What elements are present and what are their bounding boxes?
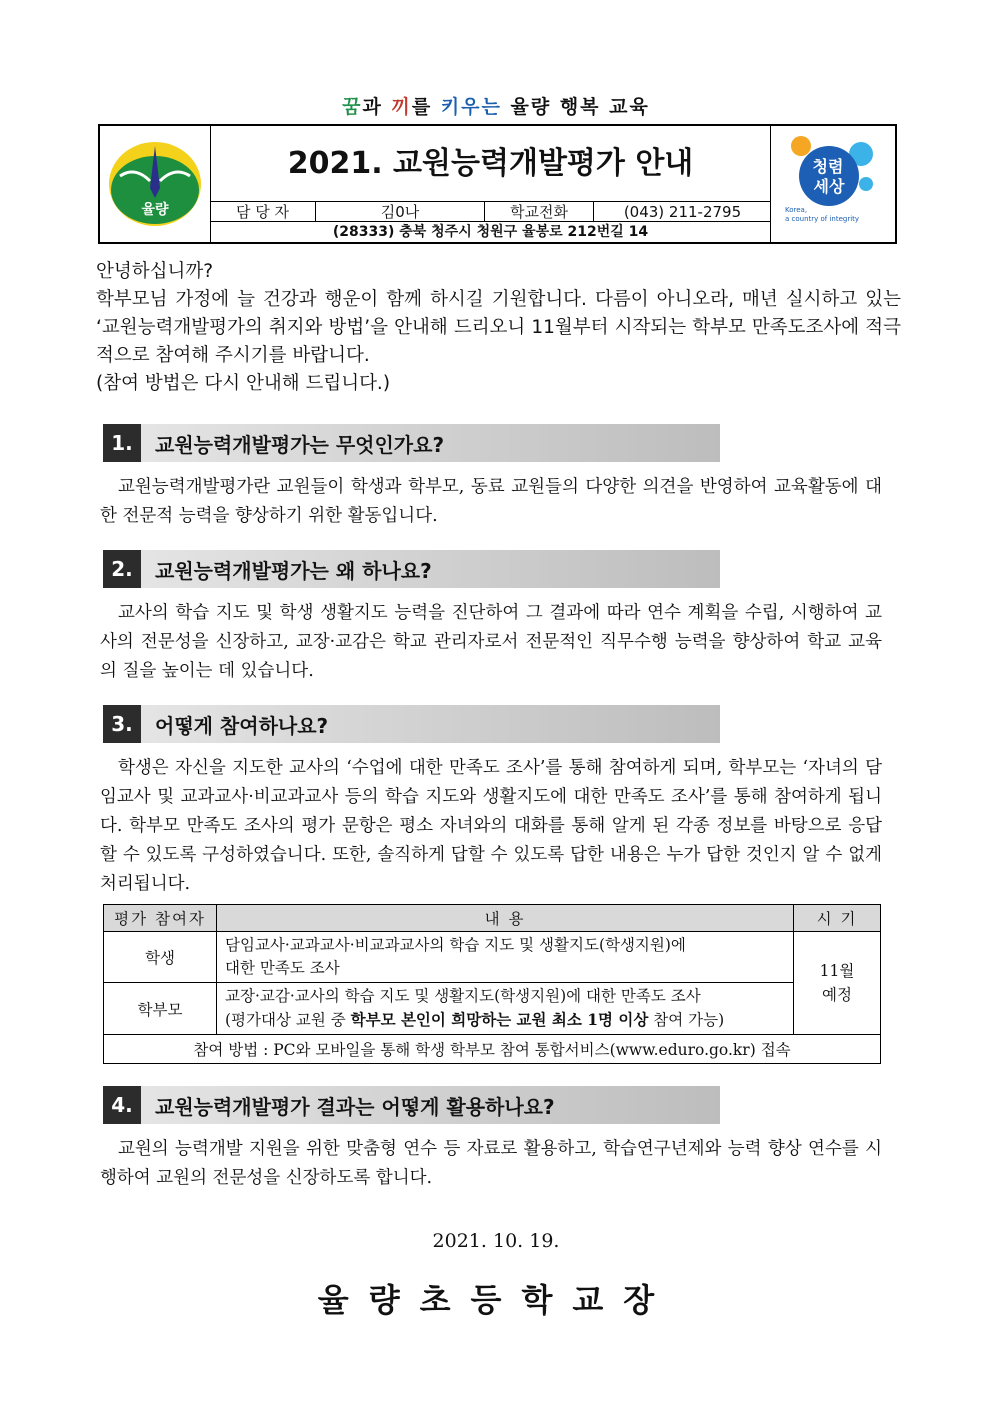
slogan-part: 율량 행복 교육 <box>510 96 650 118</box>
content-line: 담임교사·교과교사·비교과교사의 학습 지도 및 생활지도(학생지원)에 <box>225 936 686 954</box>
content-line: 대한 만족도 조사 <box>225 959 340 977</box>
section-text: 학생은 자신을 지도한 교사의 ‘수업에 대한 만족도 조사’를 통해 참여하게 되며, 학부모는 ‘자녀의 담임교사 및 교과교사·비교과교사 등의 학습 지도와 생활지도에 대한 만족도 조사’를 통해 참여하게 됩니다. 학부모 만족도 조사의 평가 문항은 평소 자녀와의 대화를 통해 알게 된 각종 정보를 바탕으로 응답할 수 있도록 구성하였습니다. 또한, 솔직하게 답할 수 있도록 답한 내용은 누가 답한 것인지 알 수 없게 처리됩니다. <box>100 758 882 894</box>
section-title: 교원능력개발평가 결과는 어떻게 활용하나요? <box>155 1094 555 1119</box>
table-header: 시 기 <box>794 905 881 932</box>
participation-method: 참여 방법 : PC와 모바일을 통해 학생 학부모 참여 통합서비스(www.eduro.go.kr) 접속 <box>104 1035 881 1064</box>
integrity-logo-cell <box>770 126 895 242</box>
table-header: 내 용 <box>217 905 794 932</box>
phone-number: (043) 211-2795 <box>623 203 742 221</box>
participation-content <box>217 932 794 983</box>
table-row <box>104 932 881 983</box>
brand-subtext: Korea, <box>785 206 808 214</box>
section-number: 1. <box>103 424 141 462</box>
section-4-header <box>103 1086 720 1124</box>
schedule <box>794 932 881 1035</box>
table-footer-row <box>104 1035 881 1064</box>
section-2-body <box>100 599 882 686</box>
page-title: 2021. 교원능력개발평가 안내 <box>287 146 694 181</box>
section-3-body <box>100 754 882 899</box>
section-number: 4. <box>103 1086 141 1124</box>
participation-content <box>217 983 794 1035</box>
section-title: 교원능력개발평가는 무엇인가요? <box>155 432 445 457</box>
letter-header <box>98 124 897 244</box>
participant: 학생 <box>104 932 217 983</box>
section-1-body <box>100 473 882 531</box>
participant: 학부모 <box>104 983 217 1035</box>
content-line: 교장·교감·교사의 학습 지도 및 생활지도(학생지원)에 대한 만족도 조사 <box>225 987 701 1005</box>
signer: 율량초등학교장 <box>317 1281 675 1319</box>
brand-text: 세상 <box>813 177 845 196</box>
brand-subtext: a country of integrity <box>785 215 860 223</box>
letter-date: 2021. 10. 19. <box>432 1230 560 1252</box>
section-title: 교원능력개발평가는 왜 하나요? <box>155 558 432 583</box>
slogan-part: 꿈 <box>342 96 363 118</box>
slogan-part: 를 <box>411 96 441 118</box>
emphasis-text: 학부모 본인이 희망하는 교원 최소 1명 이상 <box>350 1010 649 1029</box>
slogan-part: 과 <box>362 96 392 118</box>
content-line <box>225 1008 785 1032</box>
greeting: 안녕하십니까? <box>96 261 214 282</box>
section-2-header <box>103 550 720 588</box>
table-row <box>104 983 881 1035</box>
intro-text <box>96 258 901 398</box>
school-slogan <box>0 92 992 119</box>
section-4-body <box>100 1135 882 1193</box>
schedule-month: 11월 <box>819 962 855 980</box>
content-text: 참여 가능) <box>648 1011 725 1029</box>
table-header: 평가 참여자 <box>104 905 217 932</box>
school-logo-icon <box>100 126 210 242</box>
contact-row <box>210 201 771 222</box>
logo-text: 율량 <box>141 202 169 218</box>
section-text: 교원능력개발평가란 교원들이 학생과 학부모, 동료 교원들의 다양한 의견을 반영하여 교육활동에 대한 전문적 능력을 향상하기 위한 활동입니다. <box>100 477 882 526</box>
manager-name: 김0나 <box>316 202 485 221</box>
slogan-part: 키우는 <box>440 96 511 118</box>
school-address: (28333) 충북 청주시 청원구 율봉로 212번길 14 <box>332 224 649 240</box>
school-logo-cell <box>100 126 211 242</box>
section-title: 어떻게 참여하나요? <box>155 713 329 738</box>
section-text: 교사의 학습 지도 및 학생 생활지도 능력을 진단하여 그 결과에 따라 연수 계획을 수립, 시행하여 교사의 전문성을 신장하고, 교장·교감은 학교 관리자로서 전문적인 직무수행 능력을 향상하여 학교 교육의 질을 높이는 데 있습니다. <box>100 603 882 681</box>
participation-table <box>103 904 881 1064</box>
schedule-status: 예정 <box>822 986 852 1004</box>
section-1-header <box>103 424 720 462</box>
intro-body: 학부모님 가정에 늘 건강과 행운이 함께 하시길 기원합니다. 다름이 아니오라, 매년 실시하고 있는 ‘교원능력개발평가의 취지와 방법’을 안내해 드리오니 11월부터 시작되는 학부모 만족도조사에 적극적으로 참여해 주시기를 바랍니다. <box>96 289 901 366</box>
section-number: 3. <box>103 705 141 743</box>
section-3-header <box>103 705 720 743</box>
section-number: 2. <box>103 550 141 588</box>
intro-note: (참여 방법은 다시 안내해 드립니다.) <box>96 373 391 394</box>
integrity-logo-icon <box>771 126 895 242</box>
brand-text: 청렴 <box>812 157 844 176</box>
manager-label: 담 당 자 <box>210 202 316 221</box>
slogan-part: 끼 <box>391 96 412 118</box>
section-text: 교원의 능력개발 지원을 위한 맞춤형 연수 등 자료로 활용하고, 학습연구년제와 능력 향상 연수를 시행하여 교원의 전문성을 신장하도록 합니다. <box>100 1139 882 1188</box>
content-text: (평가대상 교원 중 <box>225 1011 351 1029</box>
phone-label: 학교전화 <box>485 202 594 221</box>
table-header-row <box>104 905 881 932</box>
